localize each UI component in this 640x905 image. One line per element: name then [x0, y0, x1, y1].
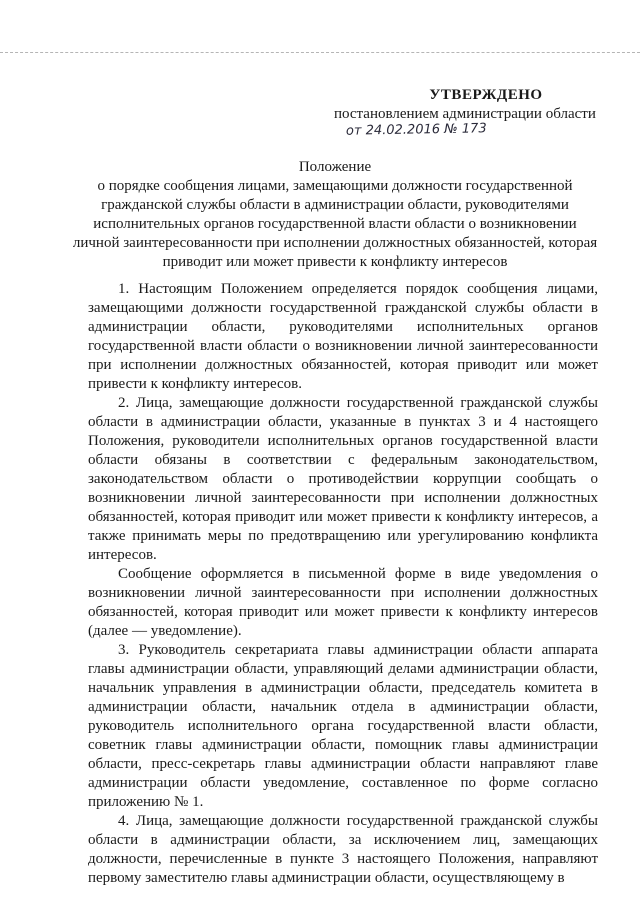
paragraph-1: 1. Настоящим Положением определяется порядок сообщения лицами, замещающими должности государственной гражданской службы области в администрации области, руководителями исполнительных органов государственной власти области о возникновении личной заинтересованности при исполнении должностных обязанностей, которая приводит или может привести к конфликту интересов. [88, 281, 598, 392]
document-subtitle: о порядке сообщения лицами, замещающими должности государственной гражданской службы области в администрации области, руководителями исполнительных органов государственной власти области о возникновении личной заинтересованности при исполнении должностных обязанностей, которая приводит или может привести к конфликту интересов [72, 178, 598, 270]
handwritten-date-number: от 24.02.2016 № 173 [345, 121, 487, 139]
approval-stamp-block [330, 86, 620, 140]
document-heading: Положение [298, 159, 372, 175]
document-title-block [70, 158, 600, 272]
scan-edge-line [0, 52, 640, 53]
paragraph-2: 2. Лица, замещающие должности государственной гражданской службы области в администрации области, указанные в пунктах 3 и 4 настоящего Положения, руководители исполнительных органов государственной власти области обязаны в соответствии с федеральным законодательством, законодательством области о противодействии коррупции сообщать о возникновении личной заинтересованности при исполнении должностных обязанностей, которая приводит или может привести к конфликту интересов, а также принимать меры по предотвращению или урегулированию конфликта интересов. [88, 395, 598, 563]
paragraph-3: 3. Руководитель секретариата главы администрации области аппарата главы администрации области, управляющий делами администрации области, начальник управления в администрации области, председатель комитета в администрации области, начальник отдела в администрации области, руководитель исполнительного органа государственной власти области, советник главы администрации области, помощник главы администрации области, пресс-секретарь главы администрации области направляют главе администрации области уведомление, составленное по форме согласно приложению № 1. [88, 642, 598, 810]
paragraph-2-note: Сообщение оформляется в письменной форме в виде уведомления о возникновении личной заинтересованности при исполнении должностных обязанностей, которая приводит или может привести к конфликту интересов (далее — уведомление). [88, 566, 598, 639]
paragraph-4: 4. Лица, замещающие должности государственной гражданской службы области в администрации области, за исключением лиц, замещающих должности, перечисленные в пункте 3 настоящего Положения, направляют первому заместителю главы администрации области, осуществляющему в [88, 813, 598, 886]
approved-label: УТВЕРЖДЕНО [429, 87, 543, 103]
document-body [88, 280, 598, 888]
resolution-line: постановлением администрации области [334, 106, 596, 122]
